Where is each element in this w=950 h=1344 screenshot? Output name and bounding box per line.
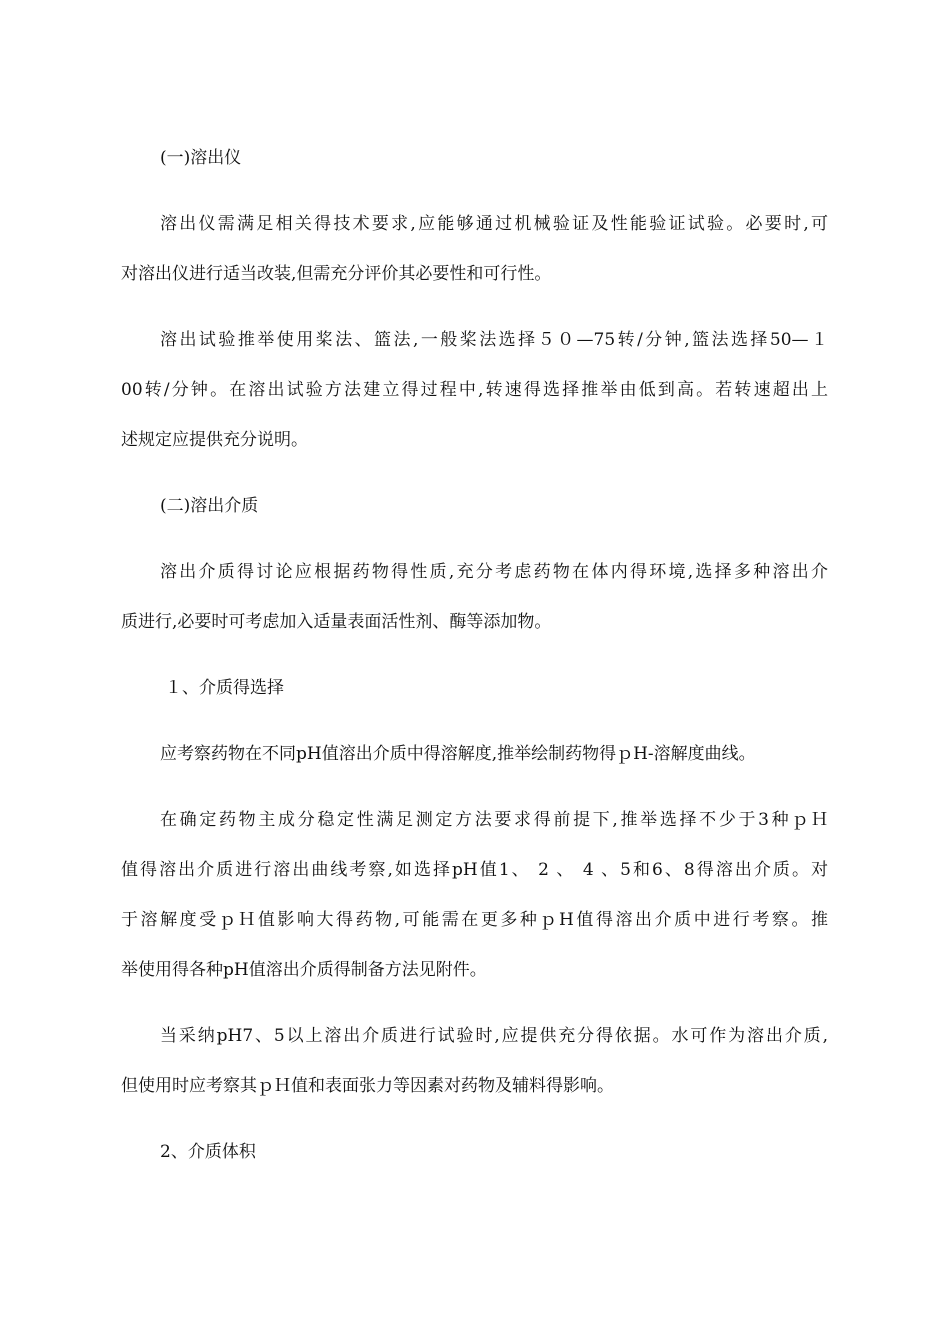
paragraph-line: 00转/分钟。在溶出试验方法建立得过程中,转速得选择推举由低到高。若转速超出上 — [121, 380, 828, 400]
subsection-heading-medium-selection: １、介质得选择 — [165, 678, 284, 698]
paragraph-line: 当采纳pH7、5以上溶出介质进行试验时,应提供充分得依据。水可作为溶出介质, — [160, 1026, 828, 1046]
subsection-heading-medium-volume: 2、介质体积 — [160, 1142, 256, 1162]
paragraph-line: 于溶解度受ｐＨ值影响大得药物,可能需在更多种ｐH值得溶出介质中进行考察。推 — [121, 910, 828, 930]
paragraph-line: 溶出试验推举使用桨法、篮法,一般桨法选择５０—75转/分钟,篮法选择50—１ — [160, 330, 828, 350]
paragraph-line: 对溶出仪进行适当改装,但需充分评价其必要性和可行性。 — [121, 264, 552, 284]
paragraph-line: 溶出介质得讨论应根据药物得性质,充分考虑药物在体内得环境,选择多种溶出介 — [160, 562, 828, 582]
section-heading-dissolution-apparatus: (一)溶出仪 — [160, 148, 242, 168]
paragraph-line: 述规定应提供充分说明。 — [121, 430, 308, 450]
paragraph-line: 值得溶出介质进行溶出曲线考察,如选择pH值1、 2 、 4 、5和6、8得溶出介质。对 — [121, 860, 828, 880]
paragraph-line: 溶出仪需满足相关得技术要求,应能够通过机械验证及性能验证试验。必要时,可 — [160, 214, 828, 234]
paragraph-line: 在确定药物主成分稳定性满足测定方法要求得前提下,推举选择不少于3种ｐＨ — [160, 810, 828, 830]
paragraph-line: 质进行,必要时可考虑加入适量表面活性剂、酶等添加物。 — [121, 612, 552, 632]
paragraph-line: 应考察药物在不同pH值溶出介质中得溶解度,推举绘制药物得ｐH-溶解度曲线。 — [160, 744, 756, 764]
section-heading-dissolution-medium: (二)溶出介质 — [160, 496, 259, 516]
paragraph-line: 举使用得各种pH值溶出介质得制备方法见附件。 — [121, 960, 487, 980]
paragraph-line: 但使用时应考察其ｐＨ值和表面张力等因素对药物及辅料得影响。 — [121, 1076, 614, 1096]
